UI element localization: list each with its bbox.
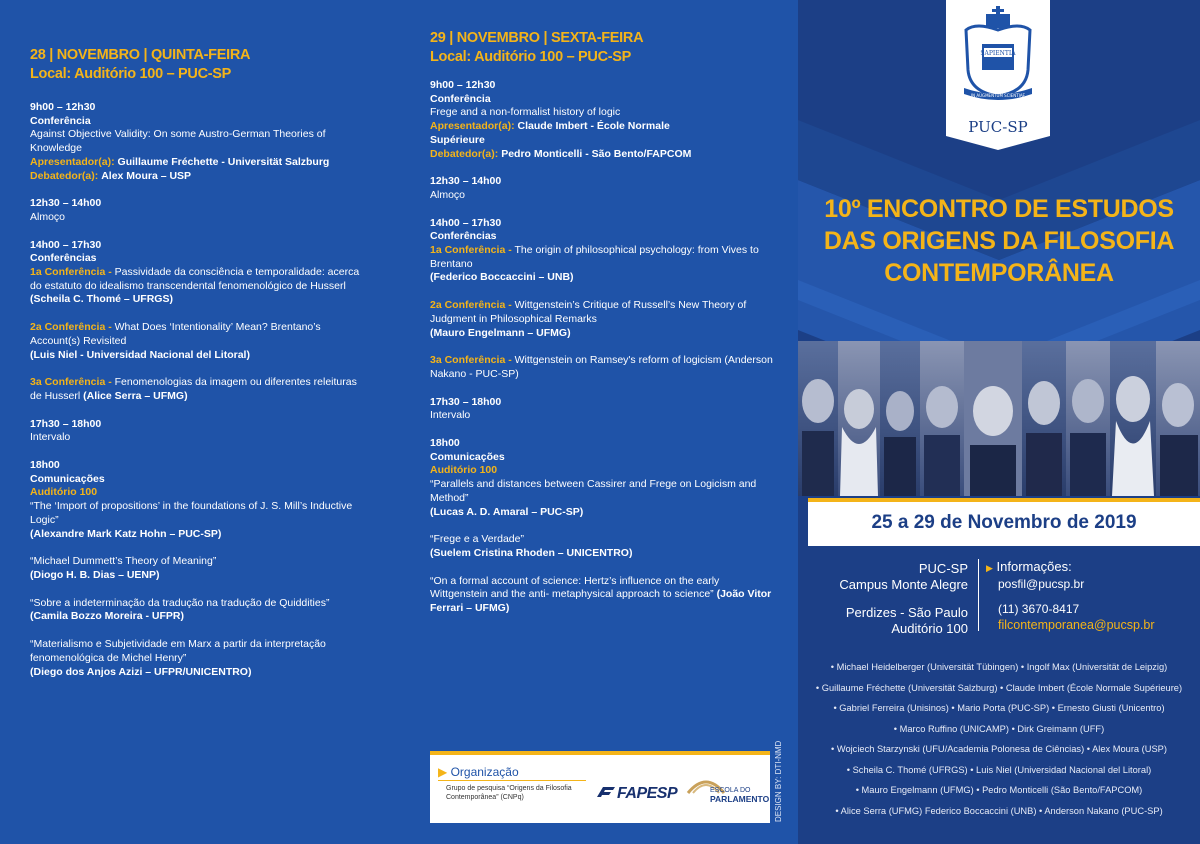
title-line-2: DAS ORIGENS DA FILOSOFIA xyxy=(823,227,1175,255)
escola-text xyxy=(710,787,769,803)
participants-line: • Marco Ruffino (UNICAMP) • Dirk Greimann (UFF) xyxy=(893,723,1105,734)
portrait-4 xyxy=(920,341,964,496)
time: 12h30 – 14h00 xyxy=(430,175,502,188)
participants-line: • Mauro Engelmann (UFMG) • Pedro Monticelli (São Bento/FAPCOM) xyxy=(855,785,1143,795)
time: 9h00 – 12h30 xyxy=(430,79,496,91)
time: 18h00 xyxy=(30,459,60,472)
conference-label: 1a Conferência - xyxy=(30,266,112,279)
event-title xyxy=(798,193,1200,289)
phone-number: (11) 3670-8417 xyxy=(998,602,1080,616)
email-link-2[interactable]: filcontemporanea@pucsp.br xyxy=(998,618,1155,632)
conference-label: 3a Conferência - xyxy=(430,354,512,367)
speaker: (Alexandre Mark Katz Hohn – PUC-SP) xyxy=(30,527,222,540)
speaker: (João Vitor Ferrari – UFMG) xyxy=(430,588,772,615)
participants-list xyxy=(798,657,1200,821)
time: 9h00 – 12h30 xyxy=(30,101,96,113)
talk-title: Passividade da consciência e temporalidade: acerca do estatuto do idealismo transcendental fenomenológico de Husserl xyxy=(30,266,360,292)
event-dates: 25 a 29 de Novembro de 2019 xyxy=(808,498,1200,546)
debater-line xyxy=(430,148,775,162)
speaker: (Camila Bozzo Moreira - UFPR) xyxy=(30,610,185,623)
speaker: (Mauro Engelmann – UFMG) xyxy=(430,326,571,339)
time: 12h30 – 14h00 xyxy=(30,197,102,210)
participants-line: • Wojciech Starzynski (UFU/Academia Polonesa de Ciências) • Alex Moura (USP) xyxy=(831,744,1167,754)
time: 17h30 – 18h00 xyxy=(30,417,102,430)
day-2-conference-2 xyxy=(430,299,775,340)
event-location xyxy=(798,561,968,637)
conference-label: 3a Conferência - xyxy=(30,376,112,389)
design-credit xyxy=(774,712,788,822)
location-divider xyxy=(978,559,979,631)
day-1-communication-3 xyxy=(30,597,370,624)
debater-label: Debatedor(a): xyxy=(30,169,99,182)
puc-sp-crest-icon xyxy=(946,0,1050,150)
location-line-1: PUC-SP xyxy=(918,561,968,576)
escola-parlamento-logo xyxy=(686,775,770,819)
talk-title: “Frege e a Verdade” xyxy=(430,533,524,546)
location-line-3: Perdizes - São Paulo xyxy=(845,605,968,620)
conference-label: 2a Conferência - xyxy=(30,321,112,334)
day-1-break xyxy=(30,418,370,445)
escola-line-1: ESCOLA DO xyxy=(710,787,751,794)
info-heading xyxy=(986,559,1155,576)
day-1-conference-2 xyxy=(30,321,370,362)
panel-day-1 xyxy=(0,0,400,844)
room: Auditório 100 xyxy=(430,464,498,477)
panel-cover xyxy=(798,0,1200,844)
divider xyxy=(438,780,586,781)
portrait-2 xyxy=(838,341,880,496)
talk-title: Wittgenstein’s Critique of Russell’s New Theory of Judgment in Philosophical Remarks xyxy=(430,299,747,325)
portrait-9 xyxy=(1156,341,1200,496)
day-2-afternoon xyxy=(430,217,775,286)
presenter-name: Claude Imbert - École Normale Supérieure xyxy=(430,120,670,146)
debater-name: Alex Moura – USP xyxy=(101,169,192,182)
portrait-3 xyxy=(880,341,920,496)
talk-title: Against Objective Validity: On some Austro-German Theories of Knowledge xyxy=(30,128,326,155)
session-type: Conferência xyxy=(430,92,491,105)
debater-label: Debatedor(a): xyxy=(430,147,499,160)
day-1-schedule xyxy=(30,46,370,679)
day-2-morning xyxy=(430,79,775,161)
location-line-4: Auditório 100 xyxy=(891,621,968,636)
day-1-local: Local: Auditório 100 – PUC-SP xyxy=(30,66,232,82)
talk-title: “Sobre a indeterminação da tradução na tradução de Quiddities” xyxy=(30,596,330,609)
portrait-1 xyxy=(798,341,838,496)
info-label: Informações: xyxy=(996,559,1072,574)
time: 14h00 – 17h30 xyxy=(30,238,102,251)
session-type: Conferências xyxy=(30,252,97,265)
speaker: (Alice Serra – UFMG) xyxy=(83,389,188,402)
portrait-8 xyxy=(1110,341,1156,496)
talk-title: “Parallels and distances between Cassirer and Frege on Logicism and Method” xyxy=(430,478,757,504)
conference-1 xyxy=(430,244,775,271)
talk-title: Frege and a non-formalist history of logic xyxy=(430,106,621,119)
room: Auditório 100 xyxy=(30,486,98,499)
talk-title: “Materialismo e Subjetividade em Marx a partir da interpretação fenomenológica de Michel Henry” xyxy=(30,638,326,664)
play-arrow-icon: ▶ xyxy=(986,563,993,573)
contact-info xyxy=(986,559,1155,633)
play-arrow-icon: ▶ xyxy=(438,765,448,779)
day-1-heading: 28 | NOVEMBRO | QUINTA-FEIRA xyxy=(30,47,251,63)
research-group: Grupo de pesquisa “Origens da Filosofia Contemporânea” (CNPq) xyxy=(446,785,572,801)
debater-name: Pedro Monticelli - São Bento/FAPCOM xyxy=(501,147,692,160)
credit-text: DESIGN BY: DTI-NMD xyxy=(774,740,783,822)
time: 18h00 xyxy=(430,437,460,450)
conference-1 xyxy=(30,266,370,293)
time: 14h00 – 17h30 xyxy=(430,216,502,229)
logo-ribbon: IN AUGMENTUM SCIENTIAE xyxy=(970,93,1026,98)
organization-box xyxy=(430,751,770,823)
day-1-communication-2 xyxy=(30,555,370,582)
title-line-1: 10º ENCONTRO DE ESTUDOS xyxy=(824,195,1174,223)
logo-motto: SAPIENTIA xyxy=(980,50,1016,57)
day-2-break xyxy=(430,396,775,423)
puc-sp-logo xyxy=(946,0,1050,150)
talk-title: What Does ‘Intentionality’ Mean? Brentano’s Account(s) Revisited xyxy=(30,321,321,347)
lunch-label: Almoço xyxy=(430,188,466,201)
day-1-conference-3 xyxy=(30,376,370,403)
fapesp-logo xyxy=(595,785,677,803)
participants-line: • Alice Serra (UFMG) Federico Boccaccini (UNB) • Anderson Nakano (PUC-SP) xyxy=(835,805,1163,816)
talk-title: “The ‘Import of propositions’ in the foundations of J. S. Mill’s Inductive Logic” xyxy=(30,500,353,526)
session-type: Conferência xyxy=(30,114,91,127)
day-2-conference-3 xyxy=(430,354,775,381)
break-label: Intervalo xyxy=(430,409,471,422)
talk-title: “On a formal account of science: Hertz’s influence on the early Wittgenstein and the anti- metaphysical approach to science” xyxy=(430,574,720,601)
panel-day-2 xyxy=(400,0,798,844)
day-1-communications xyxy=(30,459,370,541)
speaker: (Suelem Cristina Rhoden – UNICENTRO) xyxy=(430,546,633,559)
location-line-2: Campus Monte Alegre xyxy=(839,577,968,592)
participants-line: • Guillaume Fréchette (Universität Salzburg) • Claude Imbert (École Normale Supérieure) xyxy=(815,682,1183,693)
day-2-schedule xyxy=(430,29,775,616)
logo-name: PUC-SP xyxy=(968,118,1028,136)
day-1-lunch xyxy=(30,197,370,224)
conference-label: 1a Conferência - xyxy=(430,244,512,257)
day-1-communication-4 xyxy=(30,638,370,679)
debater-line xyxy=(30,170,370,184)
presenter-line xyxy=(30,156,370,170)
participants-line: • Scheila C. Thomé (UFRGS) • Luis Niel (Universidad Nacional del Litoral) xyxy=(846,764,1152,775)
fapesp-mark-icon xyxy=(595,785,617,799)
speaker: (Luis Niel - Universidad Nacional del Litoral) xyxy=(30,348,250,361)
day-2-communication-3 xyxy=(430,575,775,616)
portrait-5 xyxy=(964,341,1022,496)
talk-title: Wittgenstein on Ramsey's reform of logicism (Anderson Nakano - PUC-SP) xyxy=(430,354,773,380)
speaker: (Diego dos Anjos Azizi – UFPR/UNICENTRO) xyxy=(30,665,252,678)
day-2-lunch xyxy=(430,175,775,202)
session-type: Conferências xyxy=(430,230,497,243)
organization-heading xyxy=(438,765,519,779)
conference-label: 2a Conferência - xyxy=(430,299,512,312)
presenter-label: Apresentador(a): xyxy=(30,155,115,168)
escola-line-2: PARLAMENTO xyxy=(710,794,770,804)
break-label: Intervalo xyxy=(30,431,71,444)
speaker: (Federico Boccaccini – UNB) xyxy=(430,271,574,284)
lunch-label: Almoço xyxy=(30,210,66,223)
day-2-communications xyxy=(430,437,775,519)
session-type: Comunicações xyxy=(430,450,505,463)
portrait-7 xyxy=(1066,341,1110,496)
email-link[interactable]: posfil@pucsp.br xyxy=(998,577,1085,591)
talk-title: The origin of philosophical psychology: from Vives to Brentano xyxy=(430,244,759,270)
title-line-3: CONTEMPORÂNEA xyxy=(884,259,1114,287)
day-2-local: Local: Auditório 100 – PUC-SP xyxy=(430,49,632,65)
speaker: (Lucas A. D. Amaral – PUC-SP) xyxy=(430,505,584,518)
presenter-line xyxy=(430,120,720,147)
portrait-6 xyxy=(1022,341,1066,496)
day-2-heading: 29 | NOVEMBRO | SEXTA-FEIRA xyxy=(430,30,644,46)
speaker: (Scheila C. Thomé – UFRGS) xyxy=(30,293,173,306)
fapesp-text: FAPESP xyxy=(617,785,678,802)
participants-line: • Michael Heidelberger (Universität Tübingen) • Ingolf Max (Universität de Leipzig) xyxy=(830,662,1168,672)
talk-title: Fenomenologias da imagem ou diferentes releituras de Husserl xyxy=(30,376,357,402)
philosophers-portraits xyxy=(798,341,1200,496)
speaker: (Diogo H. B. Dias – UENP) xyxy=(30,568,160,581)
organization-label: Organização xyxy=(450,765,519,779)
day-2-communication-2 xyxy=(430,533,775,560)
session-type: Comunicações xyxy=(30,472,105,485)
time: 17h30 – 18h00 xyxy=(430,395,502,408)
day-1-morning xyxy=(30,101,370,183)
talk-title: “Michael Dummett’s Theory of Meaning” xyxy=(30,555,217,568)
participants-line: • Gabriel Ferreira (Unisinos) • Mario Porta (PUC-SP) • Ernesto Giusti (Unicentro) xyxy=(833,703,1165,713)
day-1-afternoon xyxy=(30,239,370,308)
presenter-label: Apresentador(a): xyxy=(430,120,515,133)
presenter-name: Guillaume Fréchette - Universität Salzburg xyxy=(117,155,330,168)
